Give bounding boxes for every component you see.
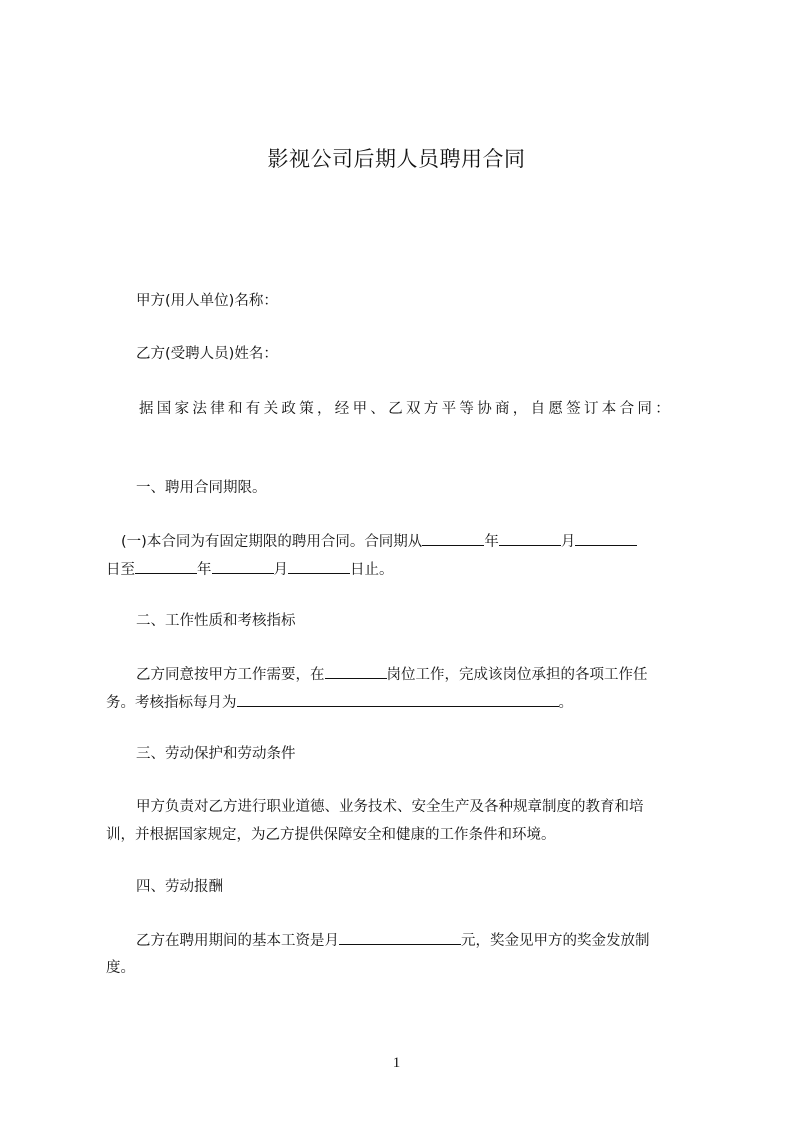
section3-heading: 三、劳动保护和劳动条件 [136,746,296,762]
section2-heading: 二、工作性质和考核指标 [136,613,296,629]
section4-heading: 四、劳动报酬 [136,879,223,895]
section1-line2 [106,559,702,580]
year-label-1: 年 [484,534,499,550]
party-b-label: 乙方(受聘人员)姓名： [136,346,278,362]
day-label-1: 日至 [106,562,135,578]
section2-line1-suffix: 岗位工作，完成该岗位承担的各项工作任 [386,667,648,683]
party-a-label: 甲方(用人单位)名称： [136,293,278,309]
end-label: 日止。 [350,562,394,578]
day-blank-1 [575,531,637,546]
section2-line2 [106,692,702,713]
year-blank-2 [135,559,197,574]
page-number: 1 [392,1055,401,1071]
section4-line1 [136,930,702,951]
document-title: 影视公司后期人员聘用合同 [267,147,526,171]
salary-blank [339,930,461,945]
section3-line2: 训，并根据国家规定，为乙方提供保障安全和健康的工作条件和环境。 [106,827,556,843]
section3-line1: 甲方负责对乙方进行职业道德、业务技术、安全生产及各种规章制度的教育和培 [136,799,644,815]
month-blank-2 [212,559,274,574]
year-blank-1 [422,531,484,546]
kpi-blank [237,692,559,707]
section2-line2-prefix: 务。考核指标每月为 [106,695,237,711]
section1-line1 [121,531,702,552]
day-blank-2 [288,559,350,574]
section2-line1 [136,664,702,685]
section4-line1-suffix: 元，奖金见甲方的奖金发放制 [461,933,650,949]
month-blank-1 [499,531,561,546]
section1-heading: 一、聘用合同期限。 [136,480,267,496]
month-label-2: 月 [273,562,288,578]
position-blank [325,664,387,679]
section2-line1-prefix: 乙方同意按甲方工作需要，在 [136,667,325,683]
section4-line2: 度。 [106,960,135,976]
preamble: 据国家法律和有关政策，经甲、乙双方平等协商，自愿签订本合同： [139,401,673,417]
section2-line2-suffix: 。 [558,695,573,711]
month-label-1: 月 [560,534,576,550]
section4-line1-prefix: 乙方在聘用期间的基本工资是月 [136,933,339,949]
section1-line1-prefix: (一)本合同为有固定期限的聘用合同。合同期从 [121,534,423,550]
year-label-2: 年 [197,562,212,578]
